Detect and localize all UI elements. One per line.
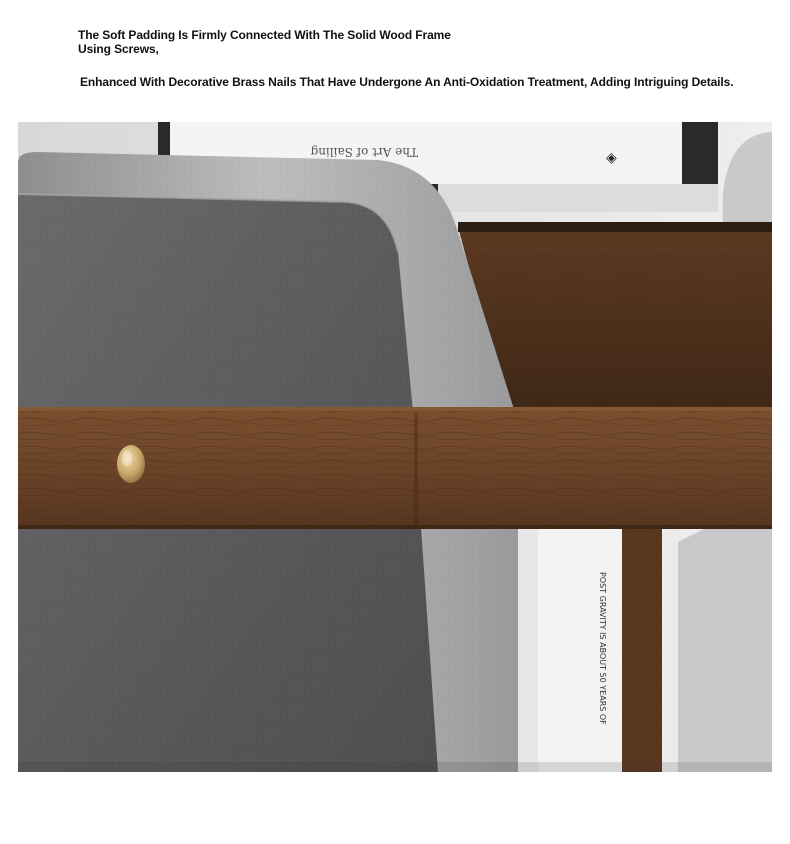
brass-nail <box>117 445 145 483</box>
book-title: The Art of Sailing <box>310 145 418 159</box>
brass-nails-caption: Enhanced With Decorative Brass Nails That Have Undergone An Anti-Oxidation Treatment, Adding Intriguing Details. <box>80 75 734 89</box>
chair-detail-photo <box>18 122 772 772</box>
padding-caption: The Soft Padding Is Firmly Connected With The Solid Wood Frame Using Screws, <box>78 28 451 56</box>
book-logo-icon: ◈ <box>606 150 617 166</box>
book-spine-text: POST GRAVITY IS ABOUT 50 YEARS OF <box>598 572 607 725</box>
